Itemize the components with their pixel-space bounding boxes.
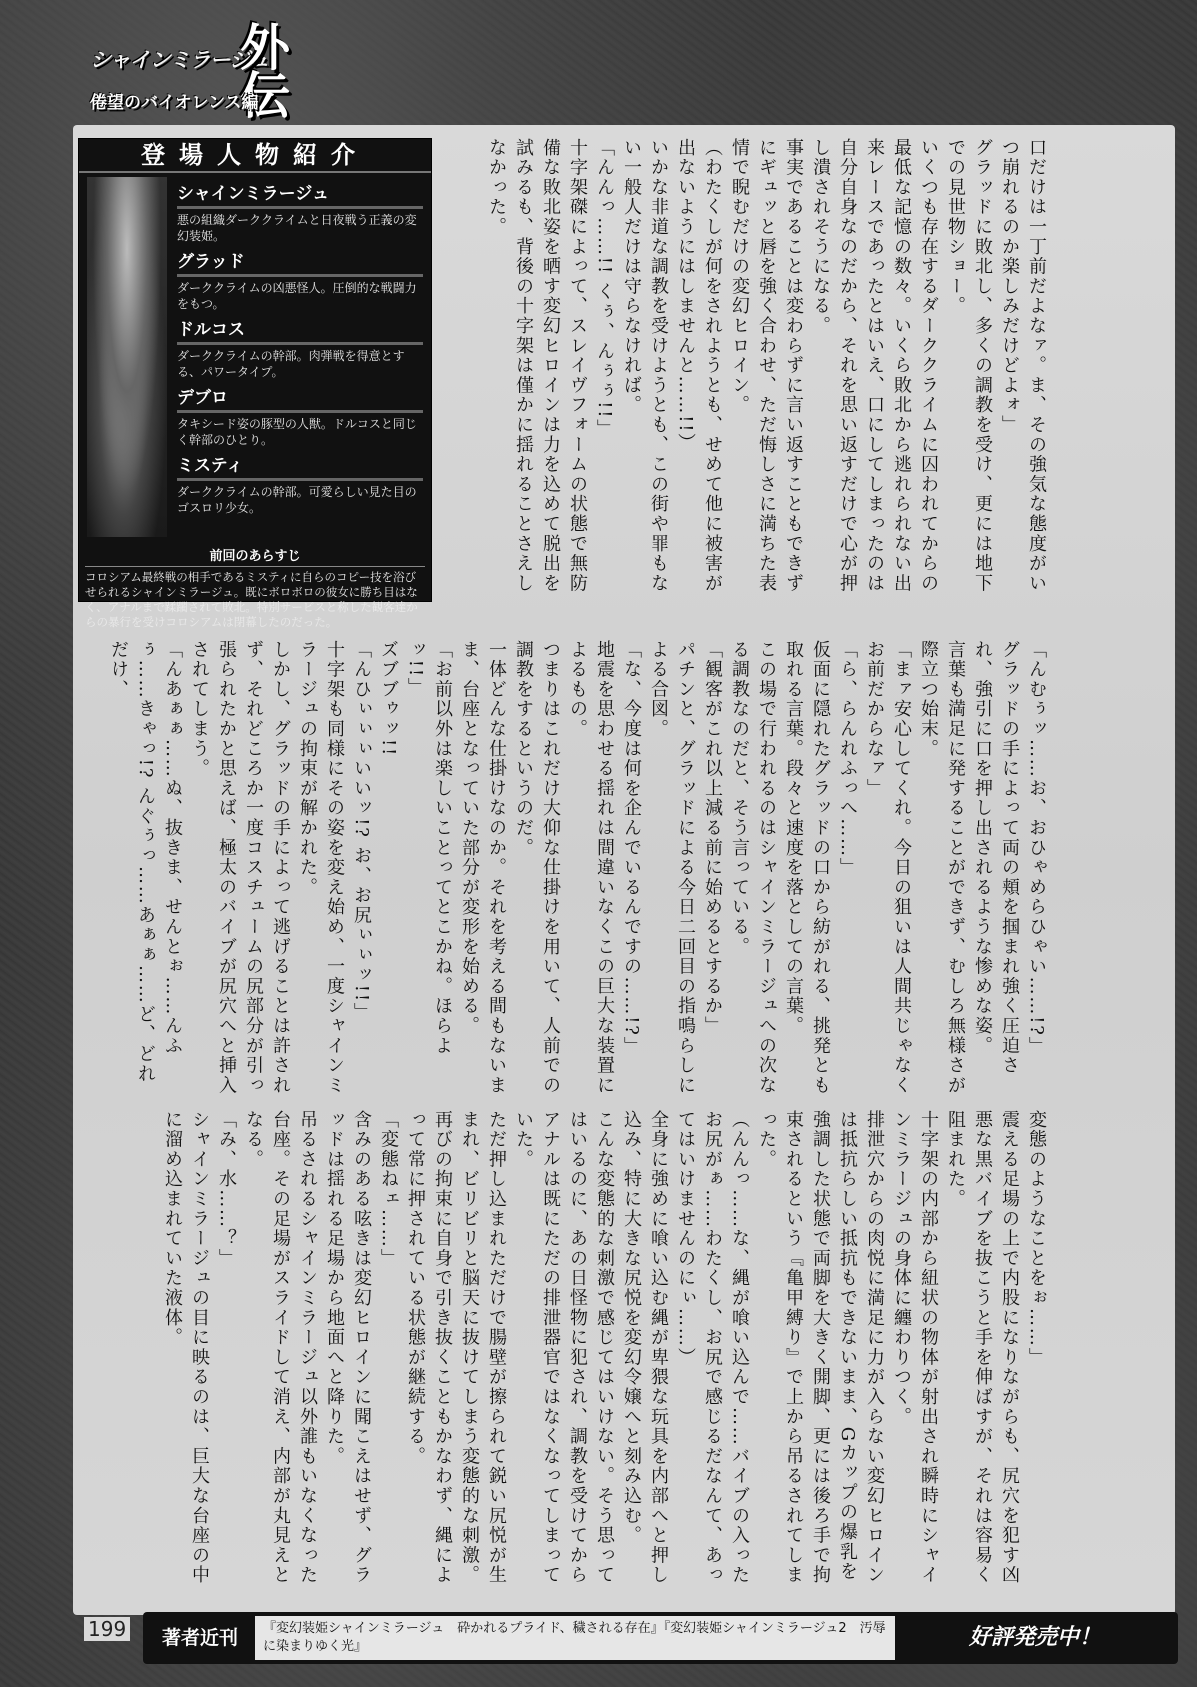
logo-big-title: 外伝 [240,19,290,125]
character-name: シャインミラージュ [177,179,423,209]
footer-label: 著者近刊 [161,1627,238,1649]
character-desc: ダーククライムの幹部。肉弾戦を得意とする、パワータイプ。 [177,349,405,379]
body-text-block-3: 変態のようなことをぉ……」 震える足場の上で内股になりながらも、尻穴を犯す凶悪な黒バイブを抜こうと手を伸ばすが、それは容易く阻まれた。 十字架の内部から紐状の物体が射出され瞬時にシャインミラージュの身体に纏わりつく。 排泄穴からの肉悦に満足に力が入らない変幻ヒロインは抵抗らしい抵抗もできないまま、Gカップの爆乳を強調した状態で両脚を大きく開脚、更には後ろ手で拘束されるという『亀甲縛り』で上から吊るされてしまった。 （んんっ……な、縄が喰い込んで……バイブの入ったお尻がぁ……わたくし、お尻で感じるだなんて、あってはいけませんのにぃ……） 全身に強めに喰い込む縄が卑猥な玩具を内部へと押し込み、特に大きな尻悦を変幻令嬢へと刻み込む。 こんな変態的な刺激で感じてはいけない。そう思ってはいるのに、あの日怪物に犯され、調教を受けてからアナルは既にただの排泄器官ではなくなってしまっていた。 ただ押し込まれただけで腸壁が擦られて鋭い尻悦が生まれ、ビリビリと脳天に抜けてしまう変態的な刺激。 再びの拘束に自身で引き抜くこともかなわず、縄によって常に押されている状態が継続する。 「変態ねェ……」 含みのある呟きは変幻ヒロインに聞こえはせず、グラッドは揺れる足場から地面へと降りた。 吊るされるシャインミラージュ以外誰もいなくなった台座。その足場がスライドして消え、内部が丸見えとなる。 「み、水……？」 シャインミラージュの目に映るのは、巨大な台座の中に溜め込まれていた液体。 [162,1110,1047,1586]
character-desc: タキシード姿の豚型の人獣。ドルコスと同じく幹部のひとり。 [177,417,417,447]
page-number: 199 [84,1617,130,1641]
character-name: ドルコス [177,315,423,345]
logo-subtitle: 倦望のバイオレンス編 [90,93,259,113]
footer-book-titles: 『変幻装姫シャインミラージュ 砕かれるプライド、穢される存在』『変幻装姫シャインミラージュ2 汚辱に染まりゆく光』 [255,1616,895,1660]
character-entry [177,383,423,448]
character-desc: 悪の組織ダーククライムと日夜戦う正義の変幻装姫。 [177,213,417,243]
body-text-block-2: 「んむぅッ……お、おひゃめらひゃい……!?」 グラッドの手によって両の頬を掴まれ強く圧迫され、強引に口を押し出されるような惨めな姿。 言葉も満足に発することができず、むしろ無様さが際立つ始末。 「まァ安心してくれ。今日の狙いは人間共じゃなくお前だからなァ」 「ら、らんれふっへ……」 仮面に隠れたグラッドの口から紡がれる、挑発とも取れる言葉。段々と速度を落としての言葉。 この場で行われるのはシャインミラージュへの次なる調教なのだと、そう言っている。 「観客がこれ以上減る前に始めるとするか」 パチンと、グラッドによる今日二回目の指鳴らしによる合図。 「な、今度は何を企んでいるんですの……!?」 地震を思わせる揺れは間違いなくこの巨大な装置によるもの。 つまりはこれだけ大仰な仕掛けを用いて、人前での調教をするというのだ。 一体どんな仕掛けなのか。それを考える間もないまま、台座となっていた部分が変形を始める。 「お前以外は楽しいことってとこかね。ほらよッ!!」 ズブブゥッ!! 「んひぃぃぃいいッ!? お、お尻ぃぃッ!!」 十字架も同様にその姿を変え始め、一度シャインミラージュの拘束が解かれた。 しかし、グラッドの手によって逃げることは許されず、それどころか一度コスチュームの尻部分が引っ張られたかと思えば、極太のバイブが尻穴へと挿入されてしまう。 「んあぁぁ……ぬ、抜きま、せんとぉ……んふぅ……きゃっ!? んぐぅっ……あぁぁ……ど、どれだけ、 [108,640,1047,1096]
logo-small-title: シャインミラージュ [90,48,269,72]
character-name: グラッド [177,247,423,277]
character-entry [177,179,423,244]
body-text-block-1: 口だけは一丁前だよなァ。ま、その強気な態度がいつ崩れるのか楽しみだけどよォ」 グラッドに敗北し、多くの調教を受け、更には地下での見世物ショー。 いくつも存在するダーククライムに囚われてからの最低な記憶の数々。いくら敗北から逃れられない出来レースであったとはいえ、口にしてしまったのは自分自身なのだから、それを思い返すだけで心が押し潰されそうになる。 事実であることは変わらずに言い返すこともできずにギュッと唇を強く合わせ、ただ悔しさに満ちた表情で睨むだけの変幻ヒロイン。 （わたくしが何をされようとも、せめて他に被害が出ないようにはしませんと……!!） いかな非道な調教を受けようとも、この街や罪もない一般人だけは守らなければ。 「んんっ……!! くぅ、んぅぅ!!」 十字架磔によって、スレイヴフォームの状態で無防備な敗北姿を晒す変幻ヒロインは力を込めて脱出を試みるも、背後の十字架は僅かに揺れることさえしなかった。 [486,138,1047,594]
character-name: デブロ [177,383,423,413]
footer-on-sale: 好評発売中！ [968,1625,1101,1650]
character-entry [177,247,423,312]
previous-synopsis [85,545,425,630]
synopsis-text: コロシアム最終戦の相手であるミスティに自らのコピー技を浴びせられるシャインミラージュ。既にボロボロの彼女に勝ち目はなく、アナルまで蹂躙されて敗北。特別サービスと称した観客達からの暴行を受けコロシアムは閉幕したのだった。 [85,570,418,629]
character-name: ミスティ [177,451,423,481]
character-illustration [87,177,167,537]
character-entry [177,315,423,380]
character-desc: ダーククライムの幹部。可愛らしい見た目のゴスロリ少女。 [177,485,417,515]
synopsis-title: 前回のあらすじ [85,545,425,567]
series-logo [88,18,338,126]
character-entry [177,451,423,516]
character-box-title: 登場人物紹介 [79,139,431,173]
character-desc: ダーククライムの凶悪怪人。圧倒的な戦闘力をもつ。 [177,281,417,311]
character-introduction-box [78,138,432,629]
